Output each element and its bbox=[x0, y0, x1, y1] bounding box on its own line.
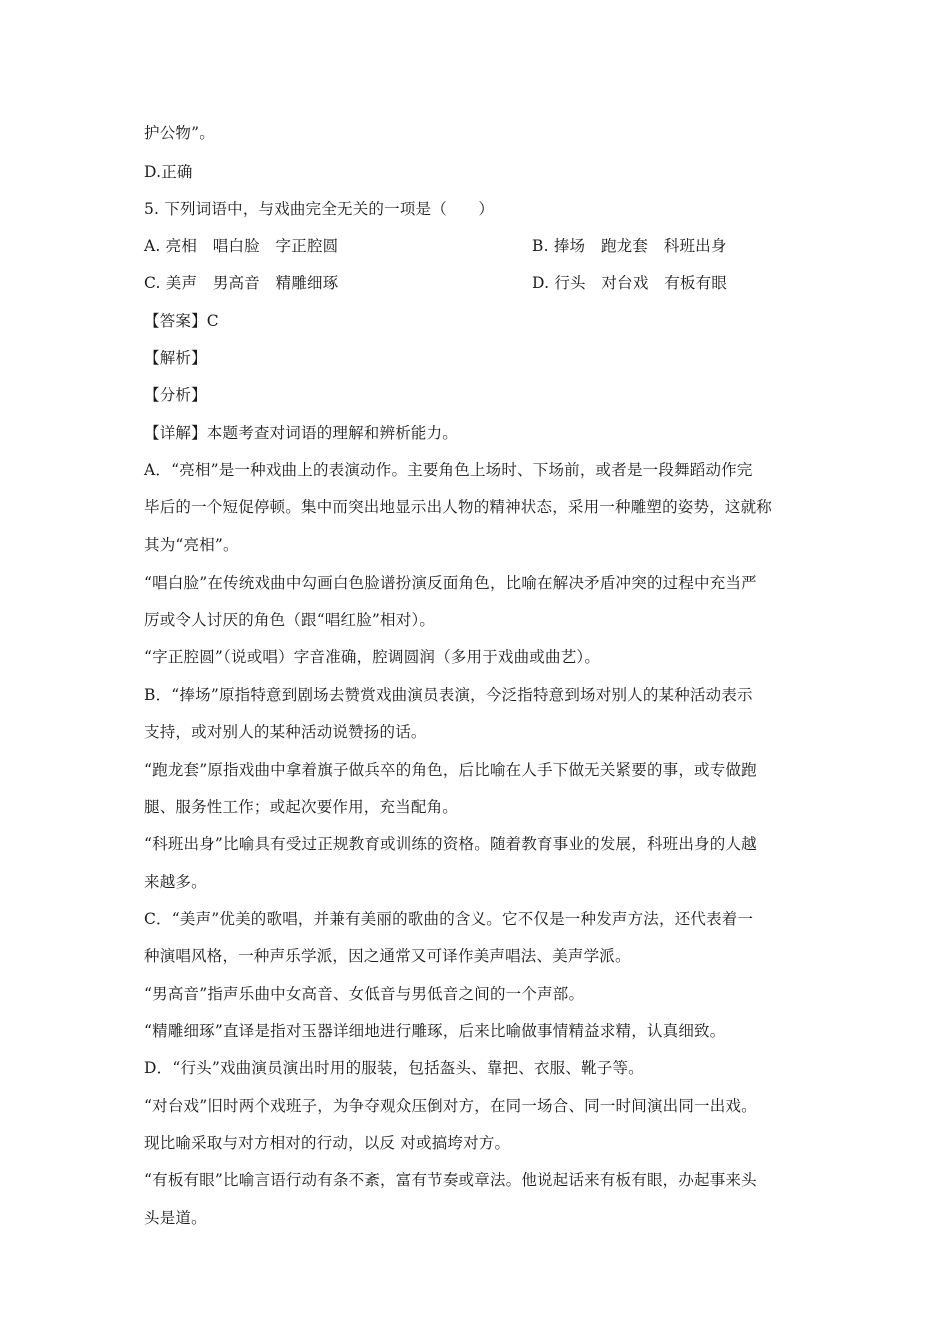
text-line: 毕后的一个短促停顿。集中而突出地显示出人物的精神状态，采用一种雕塑的姿势，这就称 bbox=[144, 498, 773, 516]
text-line: 种演唱风格，一种声乐学派，因之通常又可译作美声唱法、美声学派。 bbox=[144, 947, 631, 965]
question-5: 5. 下列词语中，与戏曲完全无关的一项是（ ） bbox=[144, 200, 495, 218]
text-line: B．“捧场”原指特意到剧场去赞赏戏曲演员表演，今泛指特意到场对别人的某种活动表示 bbox=[144, 686, 753, 704]
text-line: 来越多。 bbox=[144, 873, 207, 891]
text-line: “跑龙套”原指戏曲中拿着旗子做兵卒的角色，后比喻在人手下做无关紧要的事，或专做跑 bbox=[144, 761, 757, 779]
text-line: “男高音”指声乐曲中女高音、女低音与男低音之间的一个声部。 bbox=[144, 985, 585, 1003]
text-line: 腿、服务性工作；或起次要作用，充当配角。 bbox=[144, 798, 459, 816]
text-line: “字正腔圆”（说或唱）字音准确，腔调圆润（多用于戏曲或曲艺）。 bbox=[144, 648, 601, 666]
text-line: 护公物”。 bbox=[144, 124, 215, 142]
text-line: “唱白脸”在传统戏曲中勾画白色脸谱扮演反面角色，比喻在解决矛盾冲突的过程中充当严 bbox=[144, 574, 757, 592]
answer-label: 【答案】C bbox=[144, 312, 219, 330]
analysis-label: 【分析】 bbox=[144, 386, 207, 404]
option-d: D. 行头 对台戏 有板有眼 bbox=[532, 274, 728, 292]
text-line: 现比喻采取与对方相对的行动，以反 对或搞垮对方。 bbox=[144, 1134, 511, 1152]
detail-label: 【详解】本题考查对词语的理解和辨析能力。 bbox=[144, 424, 459, 442]
option-a: A. 亮相 唱白脸 字正腔圆 bbox=[144, 237, 339, 255]
text-line: “有板有眼”比喻言语行动有条不紊，富有节奏或章法。他说起话来有板有眼，办起事来头 bbox=[144, 1171, 757, 1189]
text-line: “科班出身”比喻具有受过正规教育或训练的资格。随着教育事业的发展，科班出身的人越 bbox=[144, 835, 757, 853]
text-line: A．“亮相”是一种戏曲上的表演动作。主要角色上场时、下场前，或者是一段舞蹈动作完 bbox=[144, 461, 753, 479]
text-line: “对台戏”旧时两个戏班子，为争夺观众压倒对方，在同一场合、同一时间演出同一出戏。 bbox=[144, 1097, 757, 1115]
text-line: “精雕细琢”直译是指对玉器详细地进行雕琢，后来比喻做事情精益求精，认真细致。 bbox=[144, 1022, 726, 1040]
text-line: 头是道。 bbox=[144, 1209, 207, 1227]
text-line: 厉或令人讨厌的角色（跟“唱红脸”相对）。 bbox=[144, 611, 436, 629]
option-b: B. 捧场 跑龙套 科班出身 bbox=[532, 237, 727, 255]
explanation-label: 【解析】 bbox=[144, 349, 207, 367]
option-c: C. 美声 男高音 精雕细琢 bbox=[144, 274, 339, 292]
answer-verdict: D.正确 bbox=[144, 163, 193, 181]
text-line: C．“美声”优美的歌唱，并兼有美丽的歌曲的含义。它不仅是一种发声方法，还代表着一 bbox=[144, 910, 754, 928]
text-line: D．“行头”戏曲演员演出时用的服装，包括盔头、靠把、衣服、靴子等。 bbox=[144, 1059, 644, 1077]
text-line: 支持，或对别人的某种活动说赞扬的话。 bbox=[144, 723, 427, 741]
text-line: 其为“亮相”。 bbox=[144, 536, 239, 554]
